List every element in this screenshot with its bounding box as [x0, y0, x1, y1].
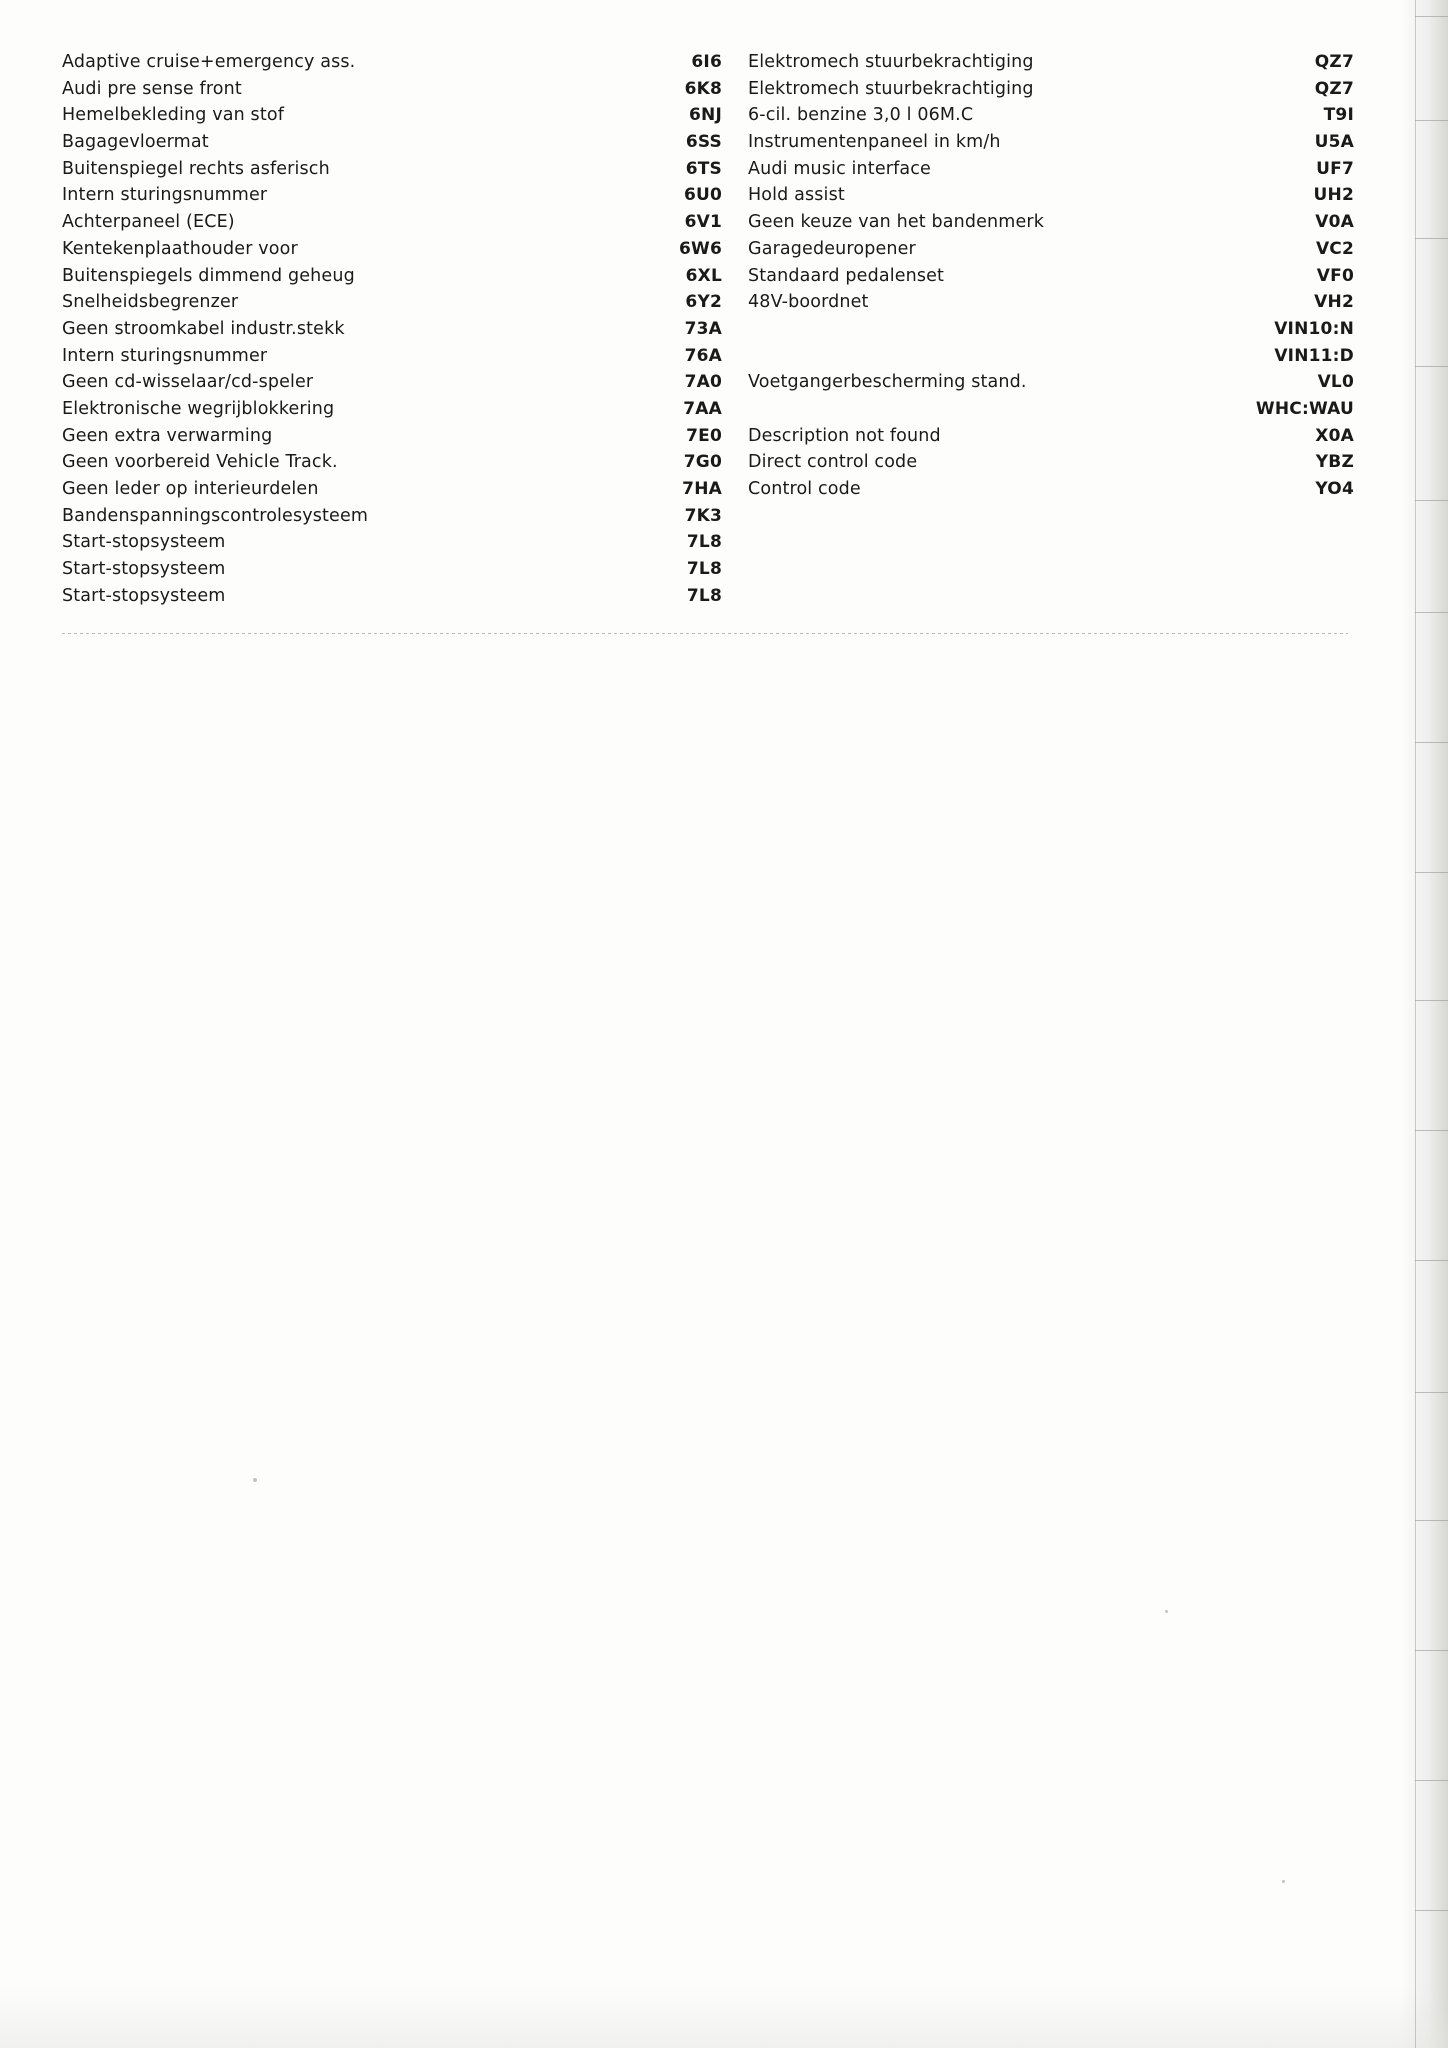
table-row: [62, 426, 1354, 453]
table-row: [62, 212, 1354, 239]
table-row: [62, 159, 1354, 186]
edge-mark: [1415, 1130, 1448, 1131]
right-code: WHC:WAU: [1255, 398, 1354, 419]
left-code: 7A0: [684, 372, 722, 393]
edge-mark: [1415, 238, 1448, 239]
scan-edge-shading-bottom: [0, 1988, 1448, 2048]
table-row: [62, 292, 1354, 319]
right-code: X0A: [1315, 425, 1354, 446]
right-code: QZ7: [1314, 78, 1354, 99]
edge-mark: [1415, 1910, 1448, 1911]
table-row: [62, 52, 1354, 79]
right-description: Geen keuze van het bandenmerk: [748, 212, 1045, 233]
right-code: VC2: [1315, 238, 1354, 259]
left-description: Intern sturingsnummer: [62, 185, 268, 206]
right-description: 48V-boordnet: [748, 292, 869, 313]
left-code: 6I6: [691, 52, 722, 72]
edge-mark: [1415, 1000, 1448, 1001]
right-code: UH2: [1313, 185, 1354, 206]
right-description: Direct control code: [748, 452, 918, 473]
edge-mark: [1415, 742, 1448, 743]
horizontal-divider: [62, 633, 1348, 634]
right-code: VIN10:N: [1274, 318, 1354, 339]
scan-speck: [1165, 1610, 1168, 1613]
table-row: [62, 346, 1354, 373]
right-code: VIN11:D: [1274, 345, 1354, 366]
left-description: Start-stopsysteem: [62, 532, 226, 553]
table-row: [62, 239, 1354, 266]
table-row: [62, 506, 1354, 533]
edge-mark: [1415, 366, 1448, 367]
edge-mark: [1415, 1392, 1448, 1393]
right-code: YO4: [1315, 479, 1354, 499]
table-row: [62, 185, 1354, 212]
left-description: Geen stroomkabel industr.stekk: [62, 318, 345, 339]
left-description: Elektronische wegrijblokkering: [62, 398, 335, 419]
scan-edge-shading-right: [1400, 0, 1448, 2048]
edge-mark: [1415, 500, 1448, 501]
left-code: 76A: [684, 345, 722, 366]
left-code: 6K8: [684, 78, 722, 99]
left-code: 7L8: [686, 559, 722, 580]
right-description: Standaard pedalenset: [748, 265, 945, 286]
right-code: UF7: [1316, 158, 1354, 179]
left-description: Bandenspanningscontrolesysteem: [62, 505, 369, 526]
left-description: Achterpaneel (ECE): [62, 212, 235, 233]
left-description: Geen cd-wisselaar/cd-speler: [62, 372, 314, 393]
left-description: Start-stopsysteem: [62, 585, 226, 606]
right-description: Instrumentenpaneel in km/h: [748, 132, 1001, 153]
edge-mark: [1415, 872, 1448, 873]
left-description: Geen leder op interieurdelen: [62, 479, 319, 499]
left-code: 6U0: [683, 185, 722, 206]
left-description: Audi pre sense front: [62, 78, 242, 99]
left-code: 7K3: [684, 505, 722, 526]
scan-speck: [1282, 1880, 1285, 1883]
left-code: 7L8: [686, 532, 722, 553]
edge-mark: [1415, 1260, 1448, 1261]
left-code: 6Y2: [685, 292, 722, 313]
table-row: [62, 479, 1354, 506]
scan-speck: [253, 1478, 257, 1482]
table-row: [62, 79, 1354, 106]
right-code: VF0: [1316, 265, 1354, 286]
left-description: Buitenspiegel rechts asferisch: [62, 158, 330, 179]
right-description: Garagedeuropener: [748, 238, 916, 259]
left-code: 73A: [684, 318, 722, 339]
table-row: [62, 132, 1354, 159]
left-code: 6V1: [684, 212, 722, 233]
right-code: VL0: [1317, 372, 1354, 393]
right-code: T9I: [1323, 105, 1354, 126]
right-description: 6-cil. benzine 3,0 l 06M.C: [748, 105, 974, 126]
left-code: 6W6: [678, 238, 722, 259]
left-description: Intern sturingsnummer: [62, 345, 268, 366]
table-row: [62, 452, 1354, 479]
right-description: Elektromech stuurbekrachtiging: [748, 78, 1034, 99]
left-description: Snelheidsbegrenzer: [62, 292, 239, 313]
edge-mark: [1415, 120, 1448, 121]
left-code: 6TS: [685, 158, 722, 179]
right-code: QZ7: [1314, 52, 1354, 72]
left-code: 7AA: [683, 398, 722, 419]
right-description: Hold assist: [748, 185, 845, 206]
edge-mark: [1415, 1520, 1448, 1521]
right-code: VH2: [1314, 292, 1354, 313]
right-description: Description not found: [748, 425, 941, 446]
left-description: Geen extra verwarming: [62, 425, 273, 446]
edge-mark: [1415, 16, 1448, 17]
left-description: Buitenspiegels dimmend geheug: [62, 265, 355, 286]
left-description: Geen voorbereid Vehicle Track.: [62, 452, 338, 473]
table-row: [62, 266, 1354, 293]
table-row: [62, 559, 1354, 586]
left-code: 6XL: [685, 265, 722, 286]
left-code: 6SS: [685, 132, 722, 153]
equipment-code-table: [62, 52, 1354, 612]
left-description: Bagagevloermat: [62, 132, 209, 153]
left-code: 7G0: [683, 452, 722, 473]
left-code: 6NJ: [689, 105, 722, 126]
table-row: [62, 319, 1354, 346]
left-description: Adaptive cruise+emergency ass.: [62, 52, 356, 72]
right-code: U5A: [1314, 132, 1354, 153]
right-code: V0A: [1315, 212, 1354, 233]
edge-mark: [1415, 612, 1448, 613]
right-description: Audi music interface: [748, 158, 931, 179]
table-row: [62, 372, 1354, 399]
left-code: 7L8: [686, 585, 722, 606]
table-row: [62, 532, 1354, 559]
edge-mark: [1415, 1650, 1448, 1651]
right-description: Elektromech stuurbekrachtiging: [748, 52, 1034, 72]
left-description: Start-stopsysteem: [62, 559, 226, 580]
table-row: [62, 105, 1354, 132]
edge-mark: [1415, 1780, 1448, 1781]
right-description: Control code: [748, 479, 861, 499]
left-code: 7HA: [682, 479, 722, 499]
table-row: [62, 399, 1354, 426]
right-description: Voetgangerbescherming stand.: [748, 372, 1027, 393]
left-code: 7E0: [686, 425, 722, 446]
table-row: [62, 586, 1354, 613]
left-description: Hemelbekleding van stof: [62, 105, 285, 126]
right-code: YBZ: [1315, 452, 1354, 473]
page-fold-line: [1415, 0, 1416, 2048]
left-description: Kentekenplaathouder voor: [62, 238, 298, 259]
